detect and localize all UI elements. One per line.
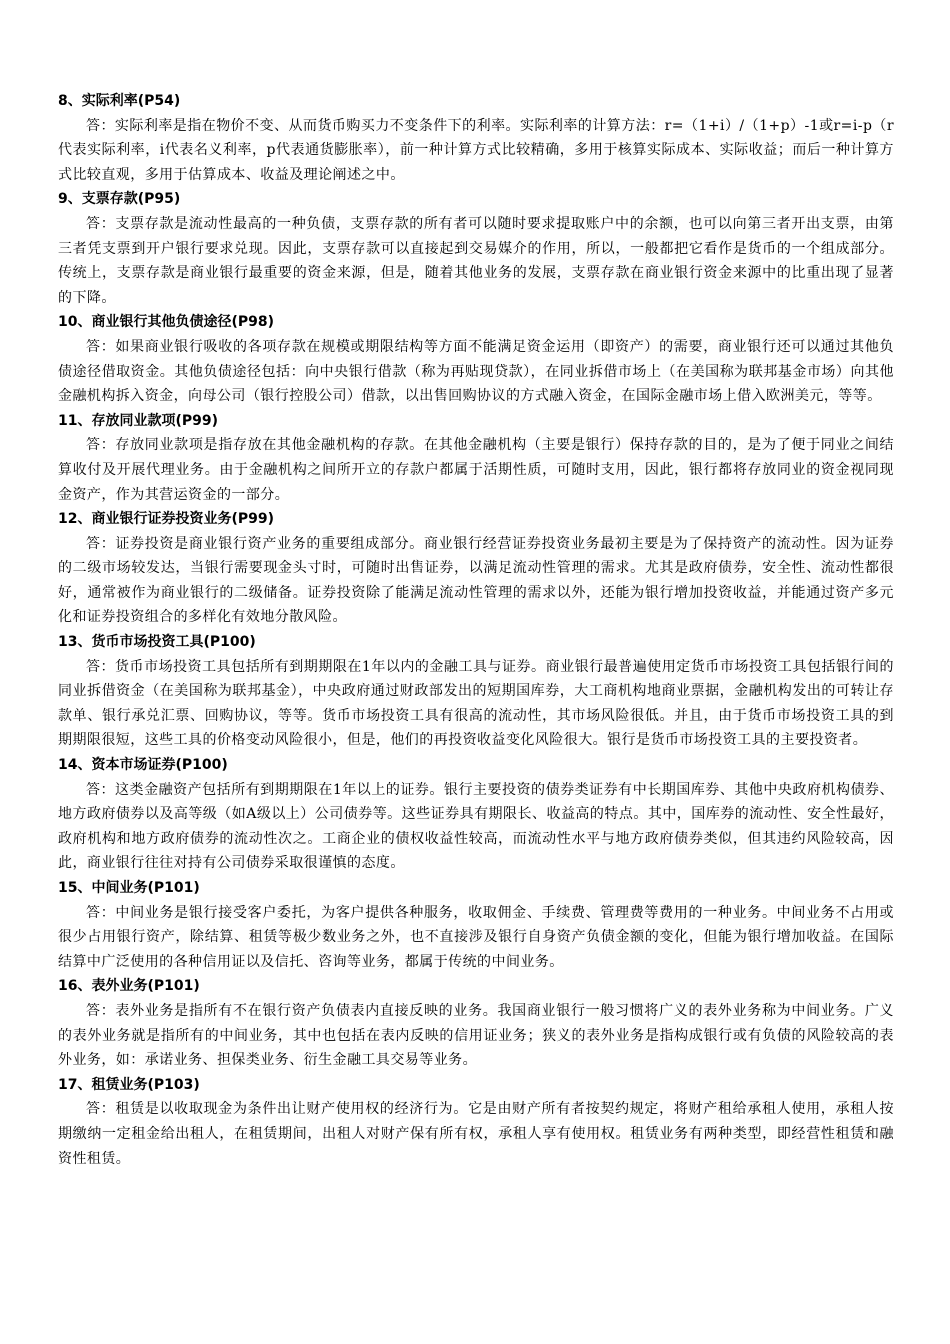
section-heading: 12、商业银行证券投资业务(P99)	[58, 511, 275, 528]
section-body: 答：存放同业款项是指存放在其他金融机构的存款。在其他金融机构（主要是银行）保持存款的目的，是为了便于同业之间结算收付及开展代理业务。由于金融机构之间所开立的存款户都属于活期性质，可随时支用，因此，银行都将存放同业的资金视同现金资产，作为其营运资金的一部分。	[58, 437, 894, 503]
section-13	[58, 630, 894, 753]
section-body: 答：中间业务是银行接受客户委托，为客户提供各种服务，收取佣金、手续费、管理费等费用的一种业务。中间业务不占用或很少占用银行资产，除结算、租赁等极少数业务之外，也不直接涉及银行自身资产负债金额的变化，但能为银行增加收益。在国际结算中广泛使用的各种信用证以及信托、咨询等业务，都属于传统的中间业务。	[58, 904, 894, 970]
section-body: 答：表外业务是指所有不在银行资产负债表内直接反映的业务。我国商业银行一般习惯将广义的表外业务称为中间业务。广义的表外业务就是指所有的中间业务，其中也包括在表内反映的信用证业务；狭义的表外业务是指构成银行或有负债的风险较高的表外业务，如：承诺业务、担保类业务、衍生金融工具交易等业务。	[58, 1002, 894, 1069]
section-heading: 14、资本市场证券(P100)	[58, 757, 228, 774]
section-15	[58, 876, 894, 974]
section-heading: 15、中间业务(P101)	[58, 880, 200, 896]
document-page	[58, 89, 894, 1171]
section-heading: 17、租赁业务(P103)	[58, 1076, 200, 1093]
section-body: 答：支票存款是流动性最高的一种负债，支票存款的所有者可以随时要求提取账户中的余额，也可以向第三者开出支票，由第三者凭支票到开户银行要求兑现。因此，支票存款可以直接起到交易媒介的作用，所以，一般都把它看作是货币的一个组成部分。传统上，支票存款是商业银行最重要的资金来源，但是，随着其他业务的发展，支票存款在商业银行资金来源中的比重出现了显著的下降。	[58, 215, 894, 306]
section-9	[58, 187, 894, 310]
section-body: 答：实际利率是指在物价不变、从而货币购买力不变条件下的利率。实际利率的计算方法：r=（1+i）/（1+p）-1或r=i-p（r代表实际利率，i代表名义利率，p代表通货膨胀率），前一种计算方式比较精确，多用于核算实际成本、实际收益；而后一种计算方式比较直观，多用于估算成本、收益及理论阐述之中。	[58, 117, 894, 183]
section-16	[58, 974, 894, 1072]
section-14	[58, 753, 894, 876]
section-11	[58, 409, 894, 507]
section-body: 答：货币市场投资工具包括所有到期期限在1年以内的金融工具与证券。商业银行最普遍使用定货币市场投资工具包括银行间的同业拆借资金（在美国称为联邦基金），中央政府通过财政部发出的短期国库券，大工商机构地商业票据，金融机构发出的可转让存款单、银行承兑汇票、回购协议，等等。货币市场投资工具有很高的流动性，其市场风险很低。并且，由于货币市场投资工具的到期期限很短，这些工具的价格变动风险很小，但是，他们的再投资收益变化风险很大。银行是货币市场投资工具的主要投资者。	[58, 658, 894, 749]
section-heading: 10、商业银行其他负债途径(P98)	[58, 314, 275, 331]
section-17	[58, 1073, 894, 1171]
section-body: 答：租赁是以收取现金为条件出让财产使用权的经济行为。它是由财产所有者按契约规定，将财产租给承租人使用，承租人按期缴纳一定租金给出租人，在租赁期间，出租人对财产保有所有权，承租人享有使用权。租赁业务有两种类型，即经营性租赁和融资性租赁。	[58, 1101, 894, 1167]
section-12	[58, 507, 894, 630]
section-body: 答：这类金融资产包括所有到期期限在1年以上的证券。银行主要投资的债券类证券有中长期国库券、其他中央政府机构债券、地方政府债券以及高等级（如A级以上）公司债券等。这些证券具有期限长、收益高的特点。其中，国库券的流动性、安全性最好，政府机构和地方政府债券的流动性次之。工商企业的债权收益性较高，而流动性水平与地方政府债券类似，但其违约风险较高，因此，商业银行往往对持有公司债券采取很谨慎的态度。	[58, 781, 894, 872]
section-heading: 8、实际利率(P54)	[58, 93, 181, 109]
section-heading: 16、表外业务(P101)	[58, 978, 200, 995]
section-heading: 9、支票存款(P95)	[58, 191, 181, 208]
section-10	[58, 310, 894, 408]
section-heading: 11、存放同业款项(P99)	[58, 412, 219, 429]
section-body: 答：如果商业银行吸收的各项存款在规模或期限结构等方面不能满足资金运用（即资产）的需要，商业银行还可以通过其他负债途径借取资金。其他负债途径包括：向中央银行借款（称为再贴现贷款），在同业拆借市场上（在美国称为联邦基金市场）向其他金融机构拆入资金，向母公司（银行控股公司）借款，以出售回购协议的方式融入资金，在国际金融市场上借入欧洲美元，等等。	[58, 338, 894, 405]
section-body: 答：证券投资是商业银行资产业务的重要组成部分。商业银行经营证券投资业务最初主要是为了保持资产的流动性。因为证券的二级市场较发达，当银行需要现金头寸时，可随时出售证券，以满足流动性管理的需求。尤其是政府债券，安全性、流动性都很好，通常被作为商业银行的二级储备。证券投资除了能满足流动性管理的需求以外，还能为银行增加投资收益，并能通过资产多元化和证券投资组合的多样化有效地分散风险。	[58, 535, 894, 626]
section-8	[58, 89, 894, 187]
section-heading: 13、货币市场投资工具(P100)	[58, 634, 256, 651]
